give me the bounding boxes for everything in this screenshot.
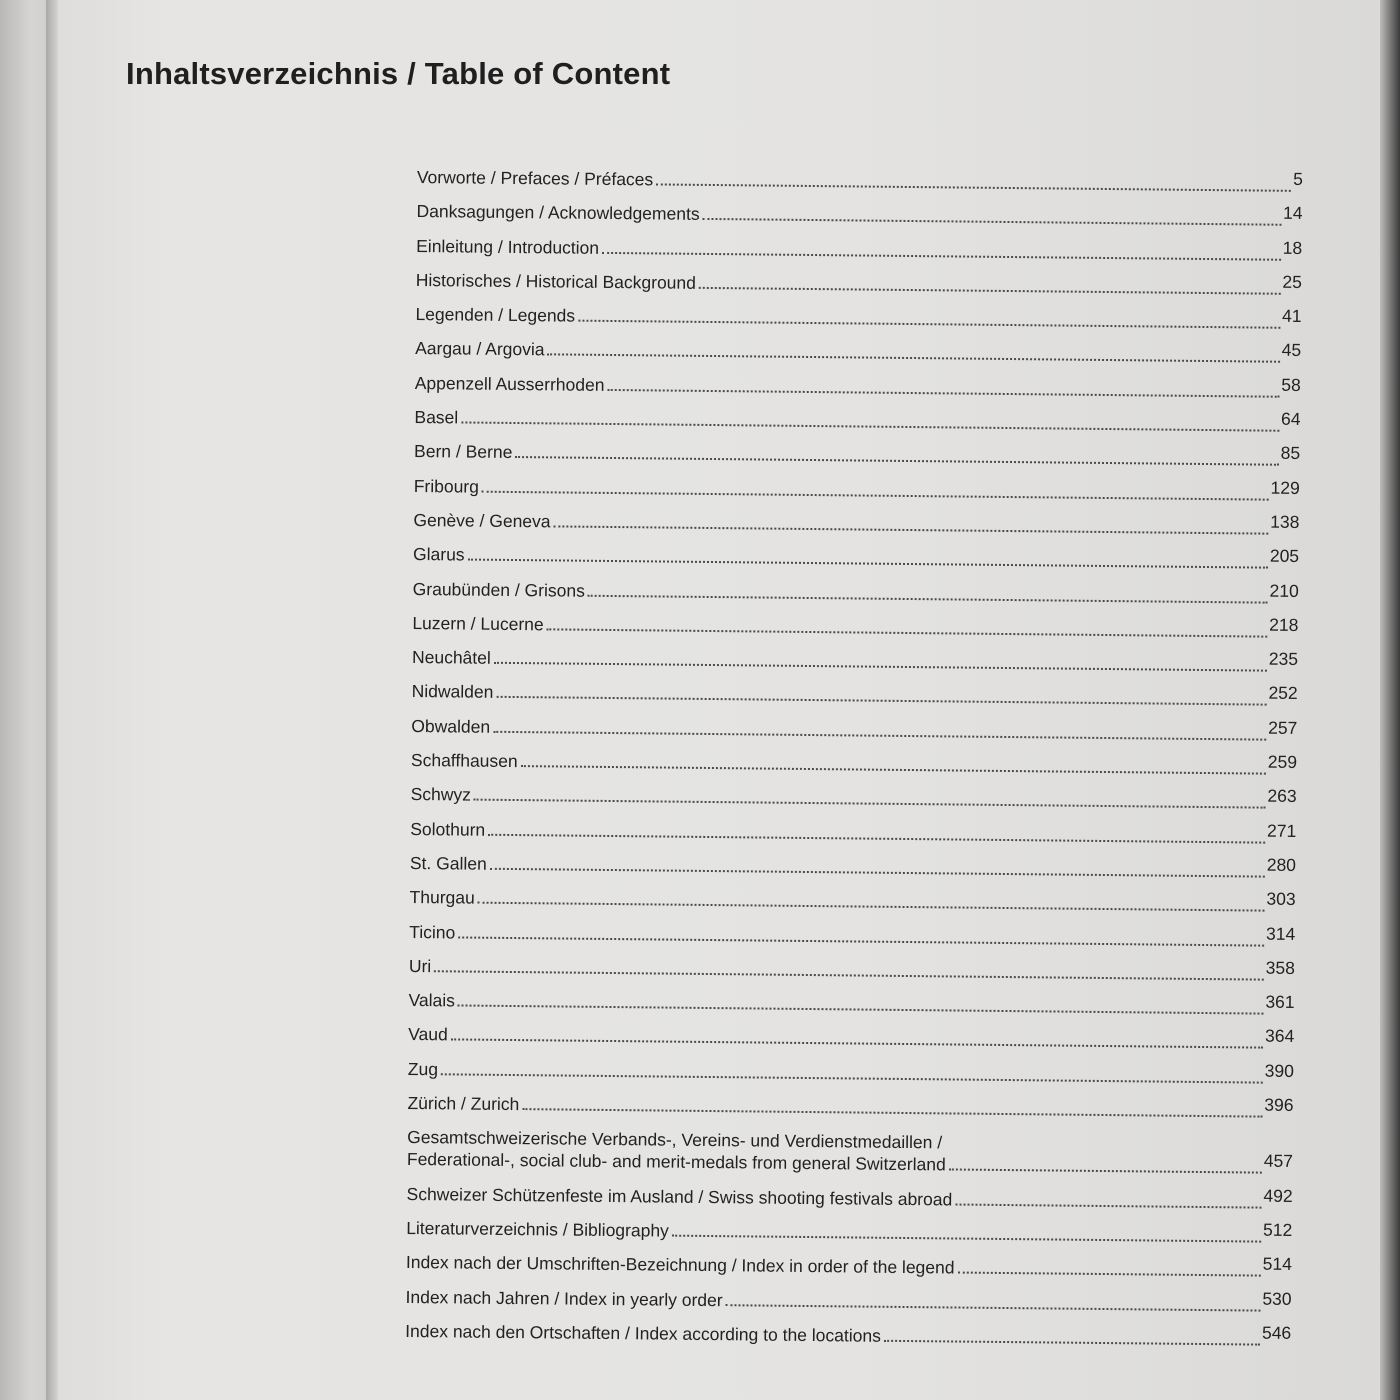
toc-entry-title: Gesamtschweizerische Verbands-, Vereins- und Verdienstmedaillen / Federational-, social club- and merit-medals from general Switzerland — [406, 1127, 946, 1175]
toc-entry-title: Zug — [407, 1058, 439, 1079]
toc-entry-page-number: 41 — [1281, 305, 1302, 327]
toc-entry — [412, 646, 1298, 677]
toc-entry-title: Glarus — [412, 544, 465, 565]
page-right-edge — [1380, 0, 1400, 1400]
toc-entry — [415, 303, 1301, 334]
toc-entry — [416, 200, 1302, 231]
dot-leader — [578, 320, 1280, 329]
table-of-contents — [405, 166, 1303, 1363]
dot-leader — [884, 1340, 1260, 1346]
toc-entry — [416, 269, 1302, 300]
toc-entry — [407, 1092, 1293, 1123]
toc-entry-page-number: 18 — [1282, 237, 1303, 258]
toc-entry — [409, 955, 1295, 986]
toc-entry — [409, 920, 1295, 951]
toc-entry-page-number: 514 — [1262, 1253, 1293, 1275]
toc-entry — [414, 440, 1300, 471]
dot-leader — [955, 1203, 1261, 1208]
toc-entry-page-number: 138 — [1270, 511, 1300, 532]
toc-entry-title: Zürich / Zurich — [407, 1092, 520, 1115]
dot-leader — [458, 1005, 1263, 1015]
toc-entry-title: Basel — [414, 407, 459, 428]
toc-entry-title: Graubünden / Grisons — [412, 578, 586, 601]
dot-leader — [458, 936, 1264, 946]
toc-entry-title: Schwyz — [410, 784, 472, 805]
toc-entry-title: Bern / Berne — [414, 441, 513, 463]
toc-entry — [411, 715, 1297, 746]
toc-entry-title: Solothurn — [410, 818, 486, 840]
toc-entry-title: Aargau / Argovia — [415, 338, 545, 360]
toc-entry-title: Historisches / Historical Background — [415, 269, 697, 293]
toc-entry-page-number: 257 — [1268, 717, 1298, 738]
toc-entry — [409, 886, 1295, 917]
toc-entry — [413, 578, 1299, 609]
toc-entry-title: Neuchâtel — [411, 647, 491, 668]
toc-entry-page-number: 358 — [1265, 957, 1296, 978]
toc-entry-page-number: 25 — [1282, 271, 1302, 292]
dot-leader — [451, 1039, 1263, 1049]
toc-entry-title: Appenzell Ausserrhoden — [414, 372, 605, 395]
toc-entry — [410, 852, 1296, 883]
toc-entry — [413, 543, 1299, 574]
toc-entry-title: Obwalden — [411, 715, 491, 737]
toc-entry — [406, 1251, 1292, 1282]
toc-entry — [405, 1320, 1291, 1351]
dot-leader — [496, 696, 1266, 706]
toc-entry-page-number: 492 — [1263, 1185, 1293, 1206]
toc-entry-page-number: 252 — [1268, 683, 1298, 704]
toc-entry-page-number: 546 — [1261, 1322, 1292, 1343]
toc-entry-page-number: 263 — [1267, 785, 1297, 807]
toc-entry — [414, 475, 1300, 506]
toc-entry-page-number: 512 — [1262, 1219, 1293, 1240]
toc-entry-page-number: 259 — [1267, 751, 1298, 772]
toc-entry-title: Genève / Geneva — [413, 509, 551, 532]
toc-entry-page-number: 129 — [1270, 477, 1300, 498]
dot-leader — [482, 490, 1269, 500]
dot-leader — [441, 1073, 1263, 1083]
dot-leader — [602, 251, 1281, 260]
dot-leader — [703, 218, 1281, 226]
toc-entry-title: Danksagungen / Acknowledgements — [416, 201, 700, 225]
dot-leader — [699, 287, 1280, 295]
toc-entry-title: Schweizer Schützenfeste im Ausland / Swiss shooting festivals abroad — [406, 1183, 953, 1210]
toc-entry — [406, 1217, 1292, 1248]
toc-entry — [406, 1183, 1292, 1214]
toc-entry-page-number: 314 — [1265, 923, 1296, 944]
toc-entry — [408, 1058, 1294, 1089]
dot-leader — [468, 559, 1268, 569]
toc-entry-title: Vaud — [408, 1024, 448, 1045]
toc-entry-page-number: 58 — [1281, 374, 1301, 395]
toc-entry-title: Index nach den Ortschaften / Index according to the locations — [405, 1320, 882, 1346]
toc-entry-title: Luzern / Lucerne — [412, 612, 544, 635]
dot-leader — [478, 902, 1265, 912]
dot-leader — [554, 525, 1269, 534]
toc-entry — [407, 1126, 1293, 1179]
toc-entry-title: Nidwalden — [411, 681, 494, 703]
toc-entry — [412, 612, 1298, 643]
toc-entry-title: Index nach der Umschriften-Bezeichnung / Index in order of the legend — [405, 1252, 955, 1278]
toc-entry — [413, 509, 1299, 540]
dot-leader — [434, 970, 1263, 980]
dot-leader — [461, 422, 1279, 432]
toc-entry-title: Einleitung / Introduction — [416, 235, 600, 258]
toc-entry-page-number: 14 — [1282, 203, 1303, 224]
toc-entry — [416, 235, 1302, 266]
toc-entry — [408, 1023, 1294, 1054]
dot-leader — [656, 183, 1291, 191]
dot-leader — [490, 868, 1265, 878]
toc-entry-page-number: 205 — [1269, 545, 1300, 567]
toc-entry-title: Vorworte / Prefaces / Préfaces — [416, 166, 654, 190]
toc-entry-page-number: 271 — [1267, 820, 1297, 841]
toc-entry-page-number: 396 — [1264, 1094, 1294, 1115]
toc-entry-page-number: 361 — [1265, 991, 1295, 1013]
toc-entry-title: St. Gallen — [409, 852, 487, 874]
toc-entry-title: Ticino — [409, 921, 456, 942]
toc-entry-title: Thurgau — [409, 887, 475, 908]
dot-leader — [547, 628, 1267, 637]
toc-entry-title: Uri — [408, 955, 432, 977]
dot-leader — [949, 1169, 1262, 1174]
toc-entry-title: Fribourg — [413, 475, 480, 497]
toc-entry-page-number: 45 — [1281, 340, 1302, 361]
dot-leader — [493, 731, 1266, 741]
toc-entry-title: Literaturverzeichnis / Bibliography — [406, 1217, 669, 1241]
toc-entry — [410, 818, 1296, 849]
facing-page-edge — [0, 0, 52, 1400]
dot-leader — [726, 1304, 1261, 1311]
toc-entry — [405, 1285, 1291, 1316]
toc-entry-title: Schaffhausen — [410, 750, 518, 772]
dot-leader — [515, 456, 1278, 466]
toc-entry — [411, 749, 1297, 780]
toc-entry-title: Index nach Jahren / Index in yearly order — [405, 1286, 723, 1310]
toc-entry-page-number: 390 — [1264, 1060, 1294, 1081]
dot-leader — [522, 1108, 1262, 1117]
dot-leader — [607, 389, 1279, 398]
toc-entry-page-number: 85 — [1280, 443, 1301, 464]
dot-leader — [547, 354, 1279, 363]
toc-entry — [412, 680, 1298, 711]
page-title: Inhaltsverzeichnis / Table of Content — [126, 56, 671, 91]
toc-entry — [408, 989, 1294, 1020]
dot-leader — [521, 765, 1266, 775]
toc-entry-page-number: 280 — [1266, 854, 1297, 875]
dot-leader — [494, 662, 1267, 672]
toc-entry-page-number: 64 — [1280, 408, 1301, 430]
toc-entry-page-number: 457 — [1263, 1150, 1294, 1172]
toc-entry — [415, 337, 1301, 368]
dot-leader — [474, 799, 1265, 809]
toc-entry-page-number: 5 — [1293, 168, 1304, 189]
toc-entry-title: Valais — [408, 990, 456, 1011]
toc-entry-page-number: 210 — [1269, 580, 1299, 601]
dot-leader — [957, 1272, 1260, 1277]
toc-entry-page-number: 235 — [1268, 648, 1299, 670]
toc-entry-title: Legenden / Legends — [415, 304, 576, 326]
toc-entry — [414, 406, 1300, 437]
dot-leader — [672, 1235, 1261, 1243]
toc-entry-page-number: 303 — [1266, 888, 1296, 910]
dot-leader — [488, 833, 1265, 843]
toc-entry — [411, 783, 1297, 814]
toc-entry-page-number: 218 — [1269, 614, 1299, 635]
toc-entry — [415, 372, 1301, 403]
toc-entry-page-number: 364 — [1264, 1026, 1295, 1047]
toc-entry-page-number: 530 — [1262, 1288, 1292, 1309]
dot-leader — [588, 594, 1268, 603]
